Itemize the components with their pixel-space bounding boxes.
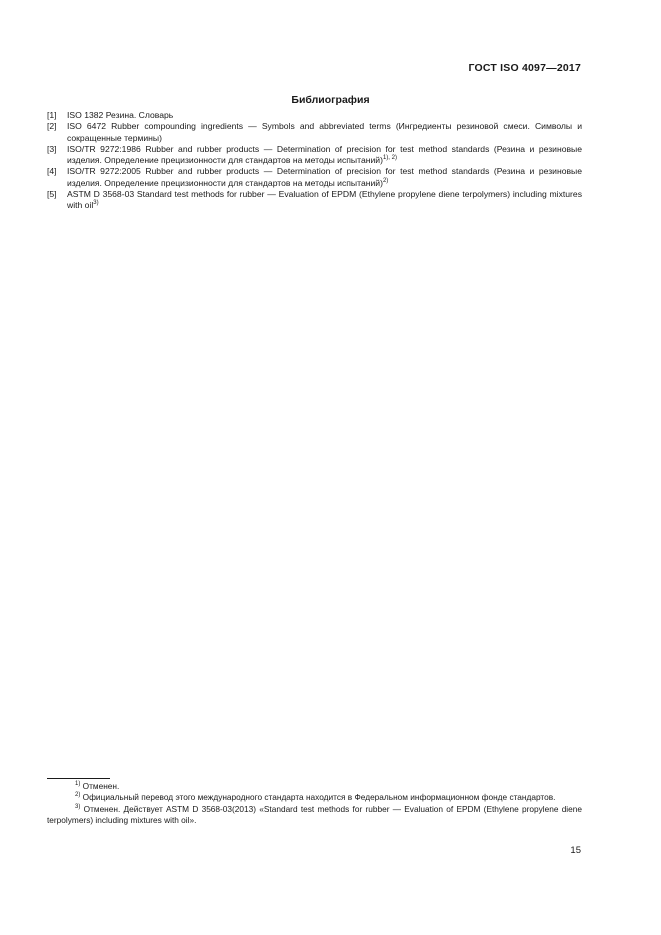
footnote bbox=[47, 804, 582, 827]
footnote bbox=[47, 792, 582, 803]
bibliography-entry-number: [2] bbox=[47, 121, 57, 132]
bibliography-list bbox=[47, 110, 582, 212]
bibliography-entry-number: [5] bbox=[47, 189, 57, 200]
footnote-reference: 1), 2) bbox=[382, 155, 397, 162]
bibliography-entry-number: [3] bbox=[47, 143, 57, 154]
bibliography-entry-number: [4] bbox=[47, 166, 57, 177]
bibliography-entry-text: ISO/TR 9272:1986 Rubber and rubber products — Determination of precision for test method standards (Резина и резиновые изделия. Определение прецизионности для стандартов на методы испытаний) bbox=[67, 143, 582, 166]
document-code-header: ГОСТ ISO 4097—2017 bbox=[468, 62, 581, 74]
bibliography-entry bbox=[47, 110, 582, 121]
bibliography-title: Библиография bbox=[291, 94, 370, 106]
bibliography-entry-number: [1] bbox=[47, 110, 57, 120]
footnote-mark: 2) bbox=[75, 792, 81, 799]
bibliography-entry-text: ISO 6472 Rubber compounding ingredients — Symbols and abbreviated terms (Ингредиенты резиновой смеси. Символы и сокращенные термины) bbox=[67, 121, 582, 143]
footnote-mark: 1) bbox=[75, 781, 81, 788]
bibliography-entry-text: ISO/TR 9272:2005 Rubber and rubber products — Determination of precision for test method standards (Резина и резиновые изделия. Определение прецизионности для стандартов на методы испытаний) bbox=[67, 166, 582, 188]
bibliography-entry-text: ISO 1382 Резина. Словарь bbox=[67, 110, 174, 120]
bibliography-entry-text: ASTM D 3568-03 Standard test methods for rubber — Evaluation of EPDM (Ethylene propylene diene terpolymers) including mixtures with oil bbox=[67, 189, 582, 211]
bibliography-entry bbox=[47, 144, 582, 167]
footnote-reference: 3) bbox=[93, 200, 99, 207]
footnote-reference: 2) bbox=[382, 177, 389, 184]
page-number: 15 bbox=[570, 845, 581, 856]
footnote-text: Официальный перевод этого международного стандарта находится в Федеральном информационном фонде стандартов. bbox=[82, 792, 556, 803]
footnote-separator bbox=[47, 778, 110, 779]
footnote-text: Отменен. bbox=[82, 781, 120, 791]
footnotes bbox=[47, 781, 582, 826]
footnote-mark: 3) bbox=[75, 803, 81, 810]
footnote-text: Отменен. Действует ASTM D 3568-03(2013) «Standard test methods for rubber — Evaluation of EPDM (Ethylene propylene diene terpolymers) including mixtures with oil». bbox=[47, 803, 582, 825]
bibliography-entry bbox=[47, 189, 582, 212]
footnote bbox=[47, 781, 582, 792]
bibliography-entry bbox=[47, 166, 582, 189]
bibliography-entry bbox=[47, 121, 582, 144]
